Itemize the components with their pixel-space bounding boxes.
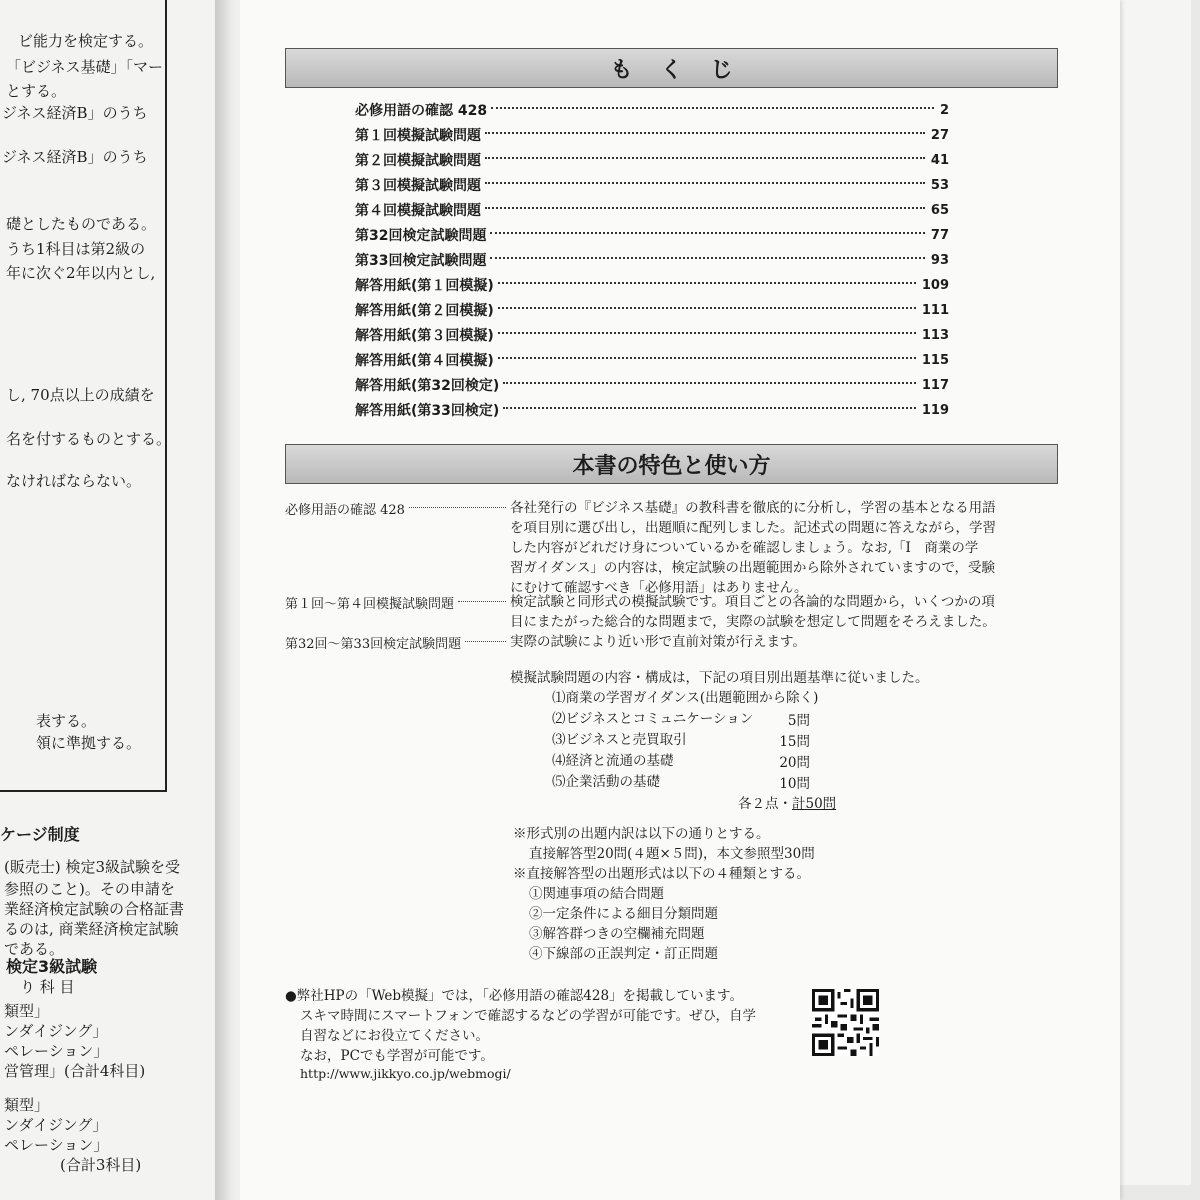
feature-label bbox=[285, 593, 510, 612]
left-page-line: ンダイジング」 bbox=[4, 1116, 108, 1134]
toc-title: もくじ bbox=[610, 57, 761, 83]
left-page-line: ンダイジング」 bbox=[4, 1022, 108, 1040]
criteria-note: ④下線部の正誤判定・訂正問題 bbox=[529, 946, 718, 962]
footer-line: 自習などにお役立てください。 bbox=[300, 1028, 489, 1044]
toc-leader-dots bbox=[498, 307, 916, 309]
left-page-line: とする。 bbox=[6, 82, 67, 100]
left-page-line: ビ能力を検定する。 bbox=[18, 32, 154, 50]
toc-item-page: 117 bbox=[921, 377, 949, 393]
feature-text-line: 検定試験と同形式の模擬試験です。項目ごとの各論的な問題から，いくつかの項 bbox=[510, 594, 995, 610]
toc-leader-dots bbox=[485, 132, 925, 134]
toc-item[interactable] bbox=[355, 248, 949, 272]
features-header bbox=[285, 444, 1058, 484]
criteria-count: 15問 bbox=[779, 734, 810, 750]
feature-text-line: 各社発行の『ビジネス基礎』の教科書を徹底的に分析し，学習の基本となる用語 bbox=[510, 500, 996, 516]
toc-leader-dots bbox=[485, 207, 925, 209]
left-page-line: なければならない。 bbox=[6, 472, 142, 490]
left-page-line: 領に準拠する。 bbox=[36, 734, 142, 752]
criteria-intro: 模擬試験問題の内容・構成は，下記の項目別出題基準に従いました。 bbox=[510, 670, 929, 686]
criteria-note: ①関連事項の結合問題 bbox=[529, 886, 664, 902]
feature-text-line: にむけて確認すべき「必修用語」はありません。 bbox=[510, 580, 808, 596]
toc-item[interactable] bbox=[355, 323, 949, 347]
left-page-line: (販売士) 検定3級試験を受 bbox=[4, 858, 181, 876]
left-page-line: である。 bbox=[4, 940, 65, 958]
criteria-item: ⑵ビジネスとコミュニケーション bbox=[552, 711, 754, 727]
toc-leader-dots bbox=[503, 407, 916, 409]
toc-item[interactable] bbox=[355, 398, 949, 422]
toc-item[interactable] bbox=[355, 348, 949, 372]
toc-item-page: 77 bbox=[930, 227, 949, 243]
left-page-line: うち1科目は第2級の bbox=[6, 240, 146, 258]
feature-label-text: 第32回～第33回検定試験問題 bbox=[285, 637, 462, 652]
feature-label bbox=[285, 499, 510, 518]
left-page-line: るのは, 商業経済検定試験 bbox=[4, 920, 179, 938]
left-page-line: 名を付するものとする。 bbox=[6, 430, 172, 448]
score-summary bbox=[738, 794, 836, 814]
score-prefix: 各２点・ bbox=[738, 796, 792, 812]
toc-header bbox=[285, 48, 1058, 88]
criteria-note: ※形式別の出題内訳は以下の通りとする。 bbox=[513, 826, 770, 842]
toc-item-label: 解答用紙(第２回模擬) bbox=[355, 303, 494, 319]
qr-code-icon[interactable] bbox=[812, 989, 879, 1056]
toc-item-label: 第２回模擬試験問題 bbox=[355, 153, 481, 169]
toc-item[interactable] bbox=[355, 98, 949, 122]
criteria-note: ※直接解答型の出題形式は以下の４種類とする。 bbox=[513, 866, 810, 882]
feature-leader-dots bbox=[409, 507, 506, 508]
toc-item[interactable] bbox=[355, 273, 949, 297]
toc-item-page: 53 bbox=[930, 177, 949, 193]
left-page-line: 表する。 bbox=[36, 712, 97, 730]
toc-item-label: 必修用語の確認 428 bbox=[355, 103, 488, 119]
feature-text-line: 目にまたがった総合的な問題まで，実際の試験を想定して問題をそろえました。 bbox=[510, 614, 996, 630]
left-page-line: 「ビジネス基礎」「マー bbox=[6, 58, 164, 76]
feature-leader-dots bbox=[458, 601, 506, 602]
criteria-note: ②一定条件による細目分類問題 bbox=[529, 906, 718, 922]
toc-item[interactable] bbox=[355, 148, 949, 172]
toc-item-label: 解答用紙(第４回模擬) bbox=[355, 353, 494, 369]
toc-leader-dots bbox=[498, 357, 916, 359]
criteria-item: ⑸企業活動の基礎 bbox=[552, 774, 660, 790]
footer-line: ●弊社HPの「Web模擬」では，「必修用語の確認428」を掲載しています。 bbox=[285, 988, 743, 1004]
toc-item-page: 27 bbox=[930, 127, 949, 143]
underlying-sheet bbox=[1110, 0, 1191, 1185]
toc-item[interactable] bbox=[355, 298, 949, 322]
left-page bbox=[0, 0, 215, 1200]
left-page-line: 類型」 bbox=[4, 1002, 50, 1020]
left-page-line: 類型」 bbox=[4, 1096, 50, 1114]
criteria-count: 10問 bbox=[779, 776, 810, 792]
toc-item-page: 119 bbox=[921, 402, 949, 418]
toc-item-page: 41 bbox=[930, 152, 949, 168]
feature-text-line: した内容がどれだけ身についているかを確認しましょう。なお,「Ⅰ 商業の学 bbox=[510, 540, 979, 556]
criteria-item: ⑴商業の学習ガイダンス(出題範囲から除く) bbox=[552, 690, 819, 706]
left-page-line: し, 70点以上の成績を bbox=[6, 386, 155, 404]
feature-label-text: 第１回～第４回模擬試験問題 bbox=[285, 597, 455, 612]
left-page-line: (合計3科目) bbox=[60, 1156, 142, 1174]
criteria-item: ⑷経済と流通の基礎 bbox=[552, 753, 674, 769]
left-page-line: 営管理」(合計4科目) bbox=[4, 1062, 146, 1080]
right-page bbox=[240, 0, 1120, 1200]
criteria-note: 直接解答型20問(４題×５問)，本文参照型30問 bbox=[529, 846, 815, 862]
left-page-line: ケージ制度 bbox=[0, 825, 80, 844]
toc-item[interactable] bbox=[355, 173, 949, 197]
left-page-line: ジネス経済B」のうち bbox=[2, 104, 148, 122]
score-total: 計50問 bbox=[792, 796, 837, 812]
toc-leader-dots bbox=[490, 257, 924, 259]
toc-item-page: 109 bbox=[921, 277, 949, 293]
left-page-line: 業経済検定試験の合格証書 bbox=[4, 900, 185, 918]
feature-leader-dots bbox=[465, 641, 506, 642]
toc-item-label: 第32回検定試験問題 bbox=[355, 228, 487, 244]
criteria-item: ⑶ビジネスと売買取引 bbox=[552, 732, 687, 748]
toc-item[interactable] bbox=[355, 223, 949, 247]
toc-item-label: 解答用紙(第１回模擬) bbox=[355, 278, 494, 294]
left-page-line: 検定3級試験 bbox=[6, 957, 98, 976]
feature-text-line: 実際の試験により近い形で直前対策が行えます。 bbox=[510, 634, 806, 650]
toc-leader-dots bbox=[491, 107, 934, 109]
toc-leader-dots bbox=[485, 182, 925, 184]
toc-leader-dots bbox=[498, 282, 916, 284]
toc-leader-dots bbox=[490, 232, 924, 234]
footer-line: スキマ時間にスマートフォンで確認するなどの学習が可能です。ぜひ，自学 bbox=[300, 1008, 757, 1024]
toc-item-label: 第３回模擬試験問題 bbox=[355, 178, 481, 194]
criteria-note: ③解答群つきの空欄補充問題 bbox=[529, 926, 705, 942]
feature-label bbox=[285, 633, 510, 652]
toc-leader-dots bbox=[485, 157, 925, 159]
feature-text-line: 習ガイダンス」の内容は，検定試験の出題範囲から除外されていますので，受験 bbox=[510, 560, 996, 576]
left-page-line: 年に次ぐ2年以内とし, bbox=[6, 264, 156, 282]
toc-item-page: 113 bbox=[921, 327, 949, 343]
toc-item[interactable] bbox=[355, 123, 949, 147]
toc-item-page: 2 bbox=[939, 102, 949, 118]
criteria-count: 20問 bbox=[779, 755, 810, 771]
left-page-line: 礎としたものである。 bbox=[6, 215, 157, 233]
toc-item-page: 65 bbox=[930, 202, 949, 218]
criteria-count: 5問 bbox=[787, 713, 810, 729]
features-title: 本書の特色と使い方 bbox=[572, 453, 771, 479]
feature-label-text: 必修用語の確認 428 bbox=[285, 503, 405, 518]
toc-item-page: 93 bbox=[930, 252, 949, 268]
feature-text-line: を項目別に選び出し，出題順に配列しました。記述式の問題に答えながら，学習 bbox=[510, 520, 996, 536]
toc-item-label: 第１回模擬試験問題 bbox=[355, 128, 481, 144]
left-page-line: 参照のこと)。その申請を bbox=[4, 880, 175, 898]
toc-item[interactable] bbox=[355, 373, 949, 397]
toc-leader-dots bbox=[503, 382, 916, 384]
toc-item-page: 111 bbox=[921, 302, 949, 318]
toc-item-label: 第４回模擬試験問題 bbox=[355, 203, 481, 219]
left-page-line: ジネス経済B」のうち bbox=[2, 148, 148, 166]
toc-leader-dots bbox=[498, 332, 916, 334]
left-page-line: ペレーション」 bbox=[4, 1042, 109, 1060]
footer-line: なお，PCでも学習が可能です。 bbox=[300, 1048, 494, 1064]
left-page-line: ペレーション」 bbox=[4, 1136, 109, 1154]
toc-item-label: 解答用紙(第３回模擬) bbox=[355, 328, 494, 344]
toc-item[interactable] bbox=[355, 198, 949, 222]
toc-item-label: 第33回検定試験問題 bbox=[355, 253, 487, 269]
toc-item-page: 115 bbox=[921, 352, 949, 368]
footer-url-link[interactable]: http://www.jikkyo.co.jp/webmogi/ bbox=[300, 1066, 511, 1081]
toc-item-label: 解答用紙(第32回検定) bbox=[355, 378, 500, 394]
left-page-line: り 科 目 bbox=[20, 978, 75, 996]
toc-item-label: 解答用紙(第33回検定) bbox=[355, 403, 500, 419]
